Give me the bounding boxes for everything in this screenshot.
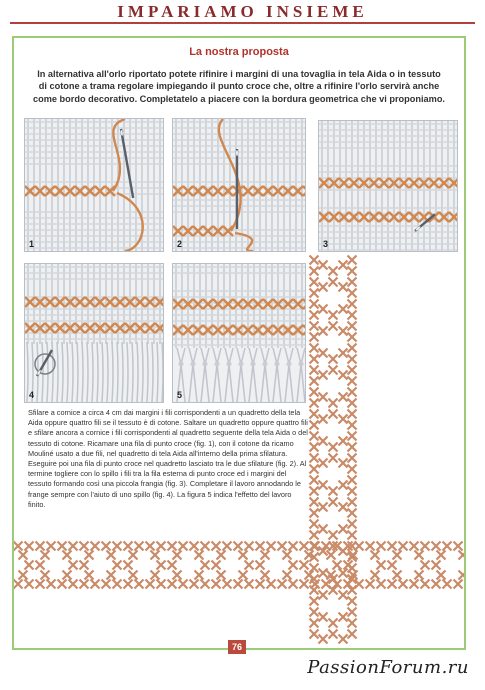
content-frame — [12, 36, 466, 650]
figure-4-label: 4 — [29, 390, 35, 400]
watermark-text: PassionForum.ru — [307, 657, 469, 678]
page-header — [0, 0, 485, 28]
figure-5 — [172, 263, 306, 403]
intro-paragraph: In alternativa all'orlo riportato potete rifinire i margini di una tovaglia in tela Aida o in tessuto di cotone a trama regolare impiegando il punto croce che, oltre a rifinire l'orlo servirà anche come bordo decorativo. Completatelo a piacere con la bordura geometrica che vi proponiamo. — [32, 69, 445, 104]
knotted-fringe — [177, 348, 305, 402]
cross-stitch-row — [173, 299, 305, 309]
section-title: La nostra proposta — [189, 46, 289, 58]
needle-icon — [236, 149, 238, 229]
figure-2-label: 2 — [177, 239, 183, 249]
figure-3-label: 3 — [323, 239, 329, 249]
figure-1 — [24, 118, 164, 252]
figure-4 — [24, 263, 164, 403]
fringe — [27, 342, 163, 402]
figure-1-label: 1 — [29, 239, 35, 249]
figure-3 — [318, 120, 458, 252]
figure-2 — [172, 118, 306, 252]
header-rule — [10, 22, 475, 24]
figure-5-label: 5 — [177, 390, 183, 400]
header-title: IMPARIAMO INSIEME — [117, 2, 368, 21]
instructions-text: Sfilare a cornice a circa 4 cm dai margini i fili corrispondenti a un quadretto della tela Aida oppure quattro fili se il tessuto è di cotone. Saltare un quadretto oppure quattro fili e sfilare ancora a cornice i fili corrispondenti al quadretto seguente della tela Aida o del tessuto di cotone. Ricamare una fila di punto croce (fig. 1), con il cotone da ricamo Mouliné usato a due fili, nel quadretto di tela Aida all'interno della prima sfilatura. Eseguire poi una fila di punto croce nel quadretto lasciato tra le due sfilature (fig. 2). Al termine togliere con lo spillo i fili tra la fila esterna di punto croce ed i margini del tessuto formando così una piccola frangia (fig. 3). Completare il lavoro annodando le frange sempre con l'aiuto di uno spillo (fig. 4). La figura 5 indica l'effetto del lavoro finito. — [28, 408, 308, 509]
page-number: 76 — [228, 640, 246, 654]
